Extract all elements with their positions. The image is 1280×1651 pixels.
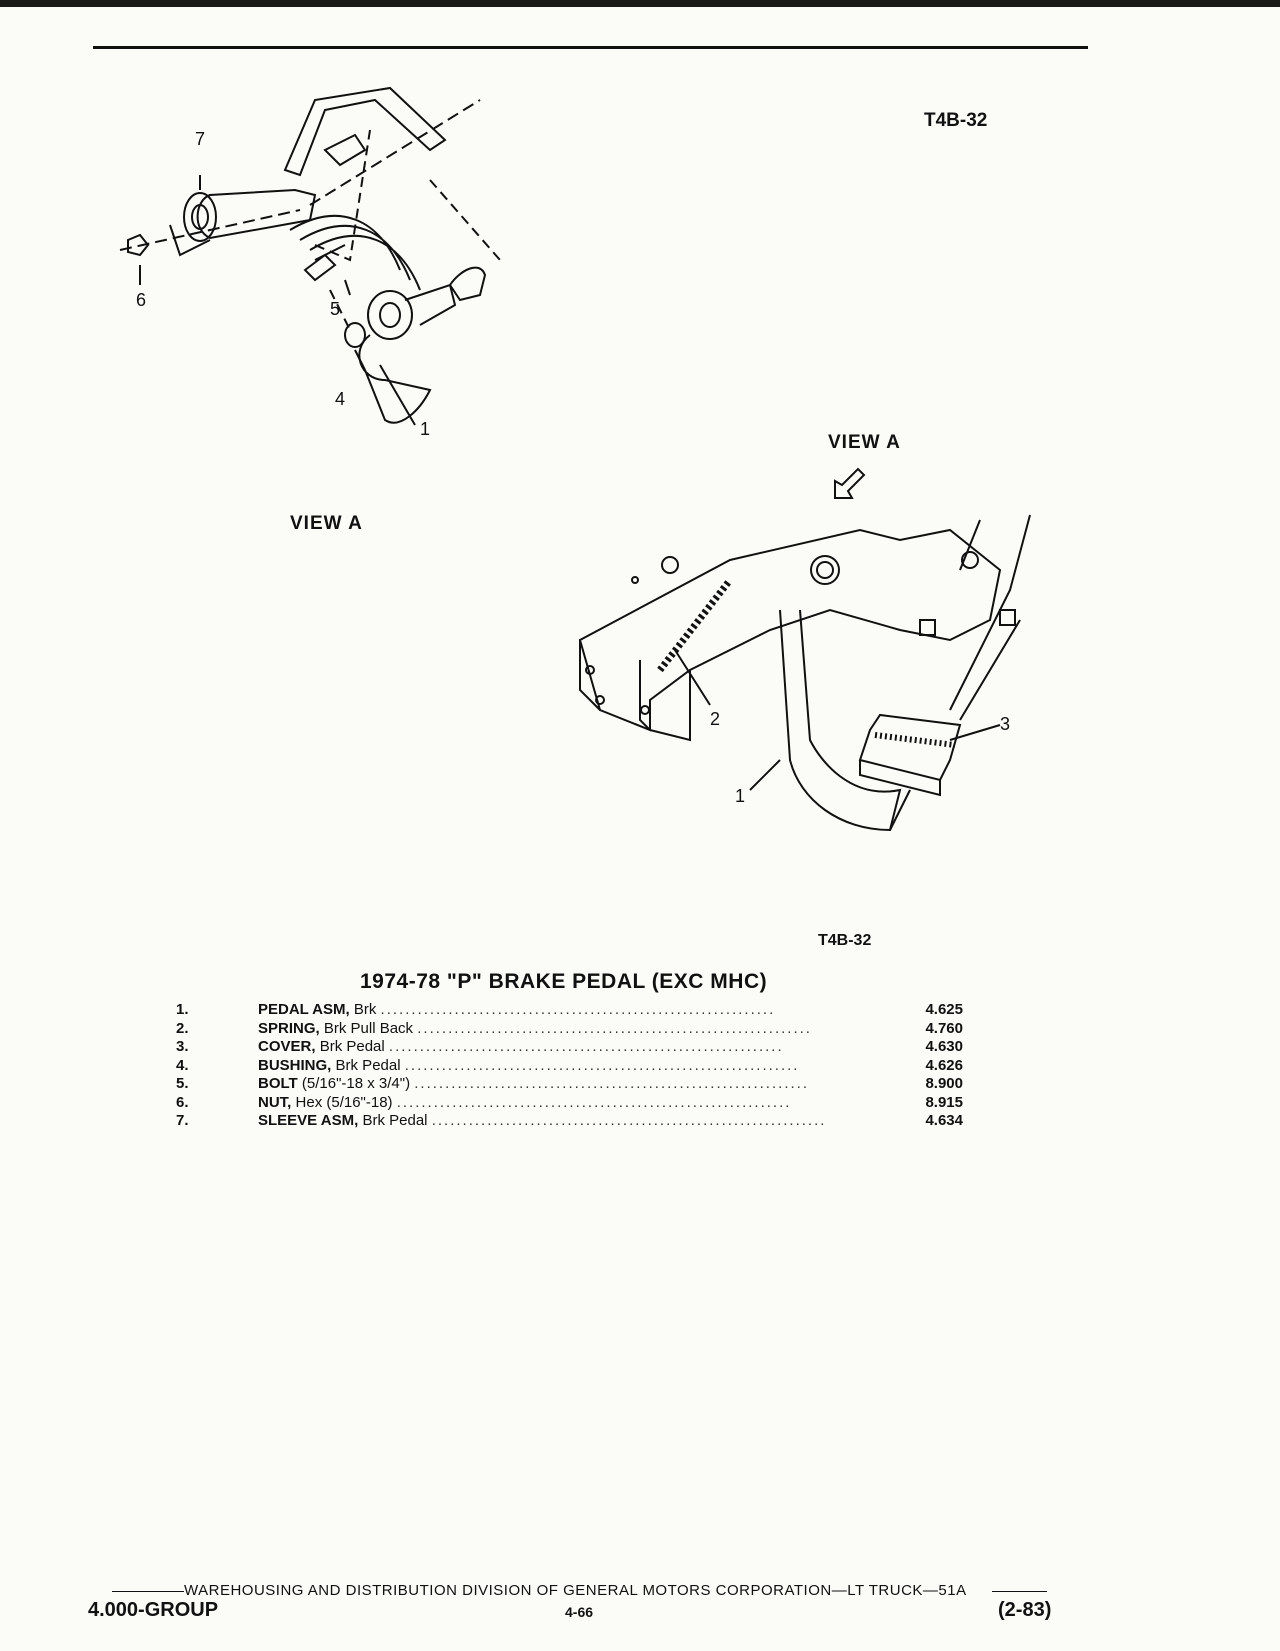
footer-rule-right — [992, 1591, 1047, 1592]
item-number: 7. — [176, 1112, 189, 1129]
callout-7: 7 — [195, 129, 206, 149]
parts-row: 2. SPRING, Brk Pull Back ................................................................ 4.760 — [176, 1019, 963, 1037]
item-name: NUT, — [258, 1093, 292, 1111]
footer-page-number: 4-66 — [565, 1604, 594, 1620]
view-arrow-icon — [830, 463, 870, 503]
item-group: 4.634 — [925, 1112, 963, 1129]
item-number: 5. — [176, 1075, 189, 1092]
item-group: 4.626 — [925, 1056, 963, 1074]
figure-code-top: T4B-32 — [924, 110, 988, 131]
item-group: 4.760 — [925, 1019, 963, 1037]
callout-1-lower: 1 — [735, 786, 746, 806]
parts-list-title: 1974-78 "P" BRAKE PEDAL (EXC MHC) — [360, 970, 768, 993]
item-desc: Brk Pull Back — [323, 1019, 414, 1037]
footer-group: 4.000-GROUP — [88, 1599, 219, 1621]
item-group: 4.630 — [925, 1038, 963, 1055]
parts-row: 7. SLEEVE ASM, Brk Pedal ................................................................ 4.634 — [176, 1112, 963, 1129]
callout-4: 4 — [335, 389, 346, 409]
parts-row: 4. BUSHING, Brk Pedal ................................................................ 4.626 — [176, 1056, 963, 1074]
item-desc: Brk Pedal — [362, 1112, 428, 1129]
parts-row: 5. BOLT (5/16"-18 x 3/4") ................................................................ 8.900 — [176, 1075, 963, 1092]
callout-2: 2 — [710, 709, 721, 729]
item-number: 6. — [176, 1093, 189, 1111]
callout-6: 6 — [136, 290, 147, 310]
item-number: 1. — [176, 1001, 189, 1018]
item-desc: Brk Pedal — [335, 1056, 401, 1074]
item-number: 2. — [176, 1019, 189, 1037]
item-group: 8.915 — [925, 1093, 963, 1111]
item-name: COVER, — [258, 1038, 316, 1055]
brake-pedal-assembly-illustration — [570, 510, 1090, 890]
parts-row: 1. PEDAL ASM, Brk ................................................................ 4.625 — [176, 1001, 963, 1018]
item-group: 4.625 — [925, 1001, 963, 1018]
item-desc: Brk Pedal — [319, 1038, 385, 1055]
item-desc: Brk — [353, 1001, 377, 1018]
callout-1-upper: 1 — [420, 419, 431, 439]
view-a-label-lower: VIEW A — [828, 432, 901, 453]
item-name: BUSHING, — [258, 1056, 332, 1074]
footer-date-code: (2-83) — [998, 1599, 1052, 1621]
item-name: BOLT — [258, 1075, 298, 1092]
view-a-label-upper: VIEW A — [290, 513, 363, 534]
item-name: PEDAL ASM, — [258, 1001, 350, 1018]
parts-list — [176, 1001, 976, 1131]
footer-division-text: WAREHOUSING AND DISTRIBUTION DIVISION OF GENERAL MOTORS CORPORATION—LT TRUCK—51A — [184, 1582, 966, 1599]
parts-row: 3. COVER, Brk Pedal ................................................................ 4.630 — [176, 1038, 963, 1055]
footer-division-line — [112, 1582, 1047, 1599]
detail-view-a-illustration — [100, 80, 560, 450]
figure-code-bottom: T4B-32 — [818, 932, 872, 949]
header-rule — [93, 46, 1088, 49]
callout-3: 3 — [1000, 714, 1011, 734]
item-desc: Hex (5/16"-18) — [295, 1093, 393, 1111]
item-group: 8.900 — [925, 1075, 963, 1092]
parts-row: 6. NUT, Hex (5/16"-18) ................................................................ 8.915 — [176, 1093, 963, 1111]
item-name: SLEEVE ASM, — [258, 1112, 359, 1129]
callout-5: 5 — [330, 299, 341, 319]
item-desc: (5/16"-18 x 3/4") — [301, 1075, 411, 1092]
item-number: 3. — [176, 1038, 189, 1055]
footer-rule-left — [112, 1591, 184, 1592]
item-name: SPRING, — [258, 1019, 320, 1037]
item-number: 4. — [176, 1056, 189, 1074]
page-top-edge — [0, 0, 1280, 7]
